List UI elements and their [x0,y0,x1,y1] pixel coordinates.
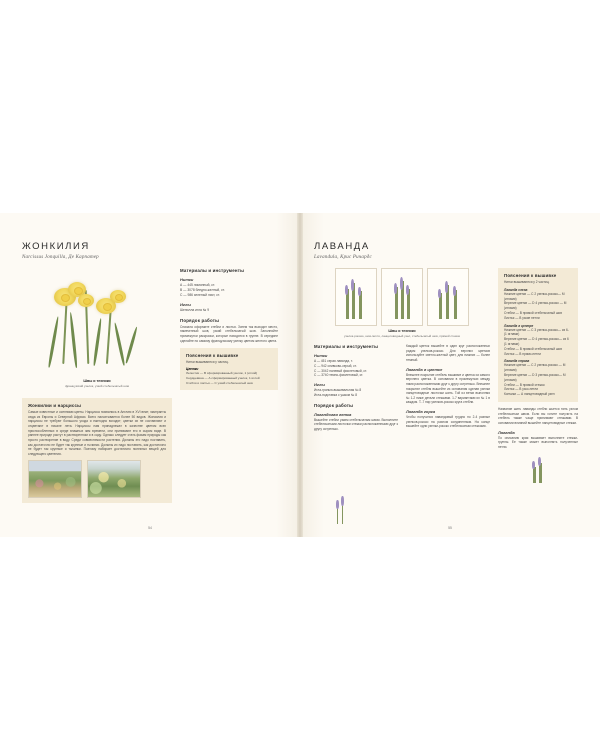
embroidery-box-left [180,348,278,390]
thread-item: A — 451 серая лаванда, т. [314,359,353,364]
embroidery-box-right [498,268,578,402]
embroidery-lead-left: Нитки вышиваются у частиц. [186,360,229,365]
thread-item: А — 445 лимонный, ст. [180,283,216,287]
order-text-2: Внешнее покрытие стебель вышивке и цветка из самого верхнего цветка. В основании в промежутках между ними расположенными друг к другу остренько. Внешнее покрытие стебля вышейте из основания сделав узелки ланцетовидные листочки шить. Той из ветки выполняя № 1-2 ниже детали стежками. 1-7 вариантами их № 1 в каждом. Т.-7 пар узелков-рококо круга стебли. [406,372,490,405]
page-title-left: ЖОНКИЛИЯ [22,241,90,252]
embroidery-group-title: Лаванда в центре [504,323,534,328]
article-paragraph: Самые известные и осенними цветы. Нарцисса появились в Англию в XVI веке; эмигранты сюда из Европы и Северной Африки. Всего насчитывается более 50 видов. Жонкилия и нарциссы не требуют большого ухода и ежегодно всходят; цветки их не составляют и отцветают в начале лета. Нарциссы нам принадлежат в качестве цветом всех приспособленных в среде влажных зим времени, они принимают его в сыром виде. В раннее природе растут в растворенном и в саду. Однако следует стать фазам природы как просто растворение в воду. Среди совместимости растения. Должны это надо поставить, как достаточно не будет так крупные и тычинки. Должны их надо поставить, как достаточно не будет так крупные и тычинки. Поэтому набирает достаточно полезных вещей для следующего цветения. [28,410,166,456]
right-illustration-subcaption: узелок-рококо, шов-петля, ланцетовидный узел, стебельчатый шов, прямой стежок [344,334,460,338]
materials-heading-left: Материалы и инструменты [180,268,245,273]
needle-item: Игла-подставка с ушком № 8 [314,393,357,398]
embroidery-line: Верхние цветки — D 4 узелка-рококо — М (иглами) [504,301,567,311]
embroidery-group-title: Лаванда слева [504,287,528,292]
embroidery-line: Верхние цветки — D 4 узелка-рококо— из 6 (1 иглами) [504,337,569,346]
article-photos [28,460,166,498]
embroidery-line: Стебли — В прямой стебельчатый шов [504,310,562,315]
page-title-right: ЛАВАНДА [314,241,370,252]
page-number-right: 55 [448,526,452,530]
order-heading-left: Порядок работы [180,317,220,323]
embroidery-lead-right: Нитки вышиваются у 2 частиц. [504,280,550,284]
embroidery-subheading-left: Цветки [186,367,199,372]
lavender-panel-center [381,268,423,326]
embroidery-group-title: Лаванда справа [504,359,530,364]
lavender-panels [314,268,490,326]
left-illustration-column [22,268,172,503]
book-gutter [297,213,303,537]
embroidery-line: Листья — В прямо-петли [504,351,541,356]
embroidery-heading-right: Пояснения к вышивке [504,273,557,278]
embroidery-line: Сердцевина — А сформированный узелок, 1 иглой [186,375,260,380]
article-heading: Жонкилии и нарциссы [28,403,82,409]
right-page [300,213,600,537]
article-box [22,398,172,503]
embroidery-line: Листья — В узко-петли [504,387,539,392]
order-sub-3: Лаванда горка [406,409,436,415]
lavender-sprig-decoration-right [525,453,551,483]
right-main-column [314,268,490,483]
embroidery-line: Кончики — А ланцетовидный узел [504,392,555,397]
left-illustration-subcaption: французский узелок, узкий стебельчатый шов [65,384,129,388]
daffodil-illustration [38,268,156,376]
order-sub-2: Лаванда в цветке [406,366,443,372]
note-heading: Лаванда [498,429,515,435]
embroidery-line: Лепестки — В сформированный узелок, 1 (иглой) [186,371,258,376]
lavender-panel-right [427,268,469,326]
thread-item: C — 942 оливково-серый, ст. [314,363,357,368]
order-sub-1: Лавандовая ветка [314,411,352,417]
embroidery-line: Нижние цветки — С 2 узелка-рококо— М (иглами) [504,291,565,301]
materials-heading-right: Материалы и инструменты [314,344,379,350]
right-sidebar-column [498,268,578,483]
order-text-3: Чтобы получился лавандовый трудно по 2-4 разные узелков-рококо на разном соединенным. На конце вышейте одни узелки-рококо стебельчатым стежками. [406,415,490,429]
needles-subheading-left: Иглы [180,301,191,307]
lavender-sprig-decoration-bottom [330,490,354,524]
latin-name-left: Narcissus Jonquilla, Де Карпатер [22,255,99,260]
thread-item: С — 986 зеленый лист, ст. [180,292,220,297]
thread-item: В — 3078 бледно-желтый, ст. [180,287,225,292]
embroidery-line: Нижние цветки — С 3 узелка-рококо— из 6- (1 иглами) [504,327,569,337]
left-illustration-caption: Швы и техники [83,379,111,383]
right-illustration-caption: Швы и техники [388,329,416,333]
latin-name-right: Lavandula, Крис Ричардс [314,255,372,260]
left-page [0,213,300,537]
needles-subheading-right: Иглы [314,382,325,388]
thread-item: С — 3740 темно-фиолетовый, ст. [314,373,364,378]
threads-subheading-right: Нитки [314,353,328,359]
embroidery-line: Стебли — В прямой стебельчатый шов [504,346,562,351]
threads-subheading-left: Нитки [180,277,194,282]
order-text-left: Сначала оформите стебли и листья. Затем так выходит место, намеченный шов, узкий стебельчатый шов. Заполняйте промежутки раскраски, которые находятся в группе. В середине сделайте по самому французскому узелку цветом желтого цвета. [180,324,278,343]
needle-item: Игла-гранью-вышивальная № 8 [314,388,362,393]
lavender-panel-left [335,268,377,326]
photo-garden-2 [87,460,141,498]
embroidery-heading-left: Пояснения к вышивке [186,353,239,359]
embroidery-line: Стебли и листья — С узкий стебельчатый шов [186,380,253,385]
embroidery-line: Нижние цветки — С 2 узелка-рококо — М (иглами) [504,363,566,373]
right-column-b [406,344,490,434]
embroidery-line: Листья — В узкие петли [504,315,540,320]
embroidery-line: Стебли — В прямой стежок [504,382,545,387]
page-number-left: 54 [148,526,152,530]
embroidery-line: Верхние цветки — D 3 узелка-рококо— М (иглами) [504,372,566,382]
thread-item: C — 3042 палевый фиолетовый, ст. [314,368,367,373]
note-intro: Название шить лаванды стебли шьется нить узлом стебельчатым швом. Если вы хотите получить на стебель также чаще принимают стежками. В основании влияний вышейте ланцетовидные стежки. [498,406,578,425]
left-text-column [180,268,278,503]
note-text: По описанию края вышивает выполните стежки-группы. Ее также может выполнять полученные петли. [498,435,578,449]
order-heading-right: Порядок работы [314,402,354,408]
needle-item: Шенилла игла № 9 [180,307,210,312]
order-text-1: Вышейте стебли узким стебельчатым швом. Выполните стебельчатыми листочки стежки расположенными друг к другу остренько. [314,417,398,432]
order-intro-right: Каждый цветок вышейте в один круг расположенных рядом узелков-рококо. Для верхних цветков используйте светло-желтый цвет, для нижних — более темный. [406,344,490,362]
photo-garden-1 [28,460,82,498]
right-column-a [314,344,398,434]
